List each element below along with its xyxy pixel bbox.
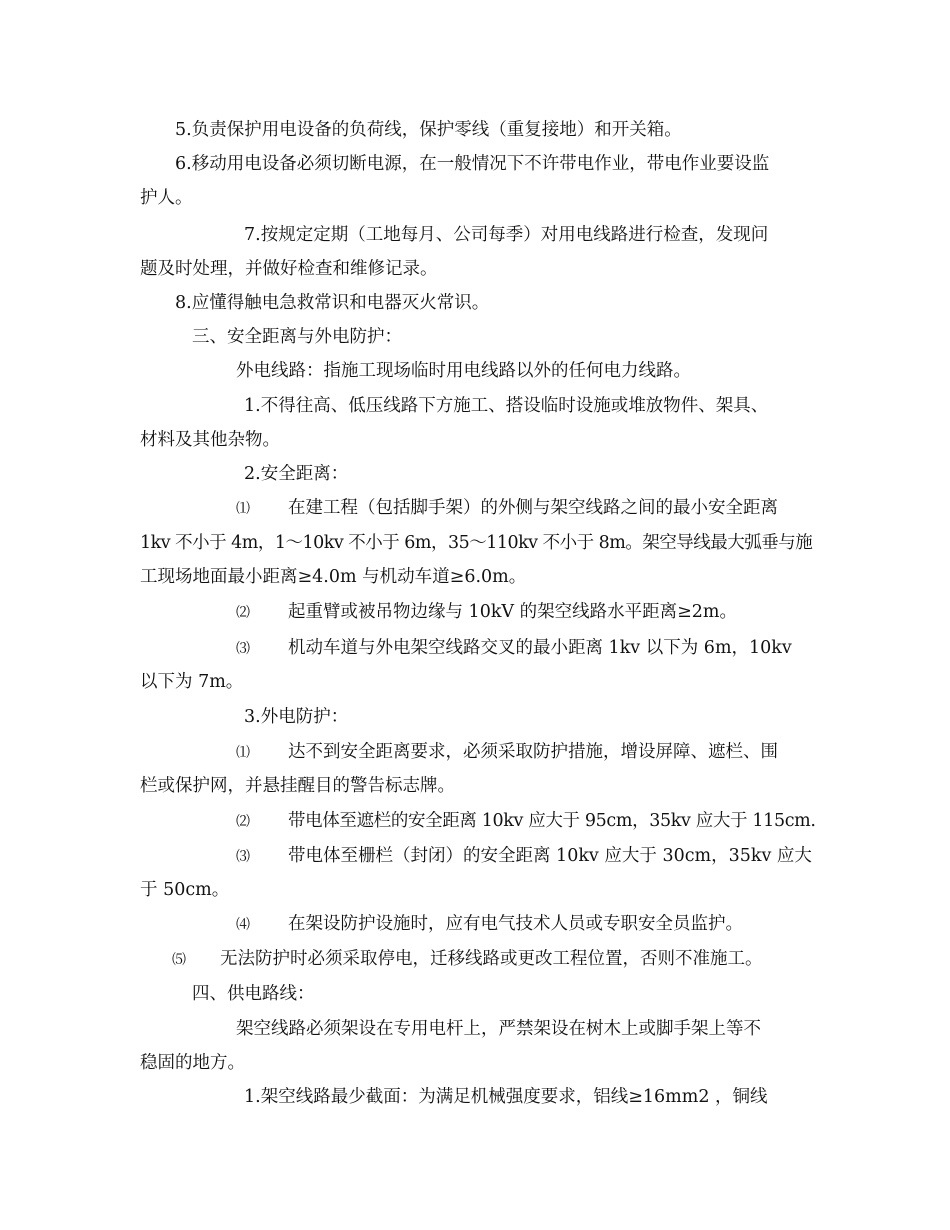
list-item	[172, 943, 763, 978]
list-item	[236, 492, 778, 527]
text-line: 题及时处理，并做好检查和维修记录。	[140, 259, 438, 279]
list-item	[236, 596, 737, 631]
list-item	[236, 840, 812, 875]
text-line: 1.架空线路最少截面：为满足机械强度要求，铝线≥16mm2 ，铜线	[244, 1087, 768, 1107]
text-line: 8.应懂得触电急救常识和电器灭火常识。	[175, 293, 490, 313]
text-line: 3.外电防护：	[244, 707, 349, 727]
text-line: 稳固的地方。	[140, 1053, 245, 1073]
item-number: ⑶	[236, 641, 250, 657]
item-number: ⑸	[172, 952, 186, 968]
text-line: 5.负责保护用电设备的负荷线，保护零线（重复接地）和开关箱。	[175, 120, 682, 140]
text-line: 7.按规定定期（工地每月、公司每季）对用电线路进行检查，发现问	[244, 225, 769, 245]
text-line: 材料及其他杂物。	[140, 430, 280, 450]
list-item	[236, 908, 743, 943]
text-line: 架空线路必须架设在专用电杆上，严禁架设在树木上或脚手架上等不	[236, 1019, 761, 1039]
text-line: 于 50cm。	[140, 880, 230, 900]
text-line: 护人。	[140, 188, 193, 208]
text-line: 栏或保护网，并悬挂醒目的警告标志牌。	[140, 776, 455, 796]
section-heading: 三、安全距离与外电防护：	[192, 327, 402, 347]
item-number: ⑴	[236, 501, 250, 517]
item-text: 达不到安全距离要求，必须采取防护措施，增设屏障、遮栏、围	[288, 742, 778, 762]
item-text: 带电体至遮栏的安全距离 10kv 应大于 95cm，35kv 应大于 115cm.	[288, 811, 816, 831]
list-item	[236, 805, 816, 840]
section-heading: 四、供电路线：	[192, 984, 315, 1004]
item-number: ⑴	[236, 745, 250, 761]
item-number: ⑵	[236, 605, 250, 621]
text-line: 6.移动用电设备必须切断电源，在一般情况下不许带电作业，带电作业要设监	[175, 154, 770, 174]
text-line: 工现场地面最小距离≥4.0m 与机动车道≥6.0m。	[140, 567, 527, 587]
item-text: 在建工程（包括脚手架）的外侧与架空线路之间的最小安全距离	[288, 498, 778, 518]
list-item	[236, 736, 778, 771]
item-text: 起重臂或被吊物边缘与 10kV 的架空线路水平距离≥2m。	[288, 602, 738, 622]
item-text: 在架设防护设施时，应有电气技术人员或专职安全员监护。	[288, 914, 743, 934]
text-line: 1.不得往高、低压线路下方施工、搭设临时设施或堆放物件、架具、	[244, 396, 769, 416]
item-text: 机动车道与外电架空线路交叉的最小距离 1kv 以下为 6m，10kv	[288, 638, 792, 658]
text-line: 以下为 7m。	[140, 672, 244, 692]
item-text: 无法防护时必须采取停电，迁移线路或更改工程位置，否则不准施工。	[220, 949, 763, 969]
text-line: 2.安全距离：	[244, 464, 349, 484]
item-text: 带电体至栅栏（封闭）的安全距离 10kv 应大于 30cm，35kv 应大	[288, 846, 812, 866]
text-line: 外电线路：指施工现场临时用电线路以外的任何电力线路。	[236, 361, 691, 381]
item-number: ⑶	[236, 849, 250, 865]
list-item	[236, 632, 792, 667]
item-number: ⑵	[236, 814, 250, 830]
item-number: ⑷	[236, 917, 250, 933]
text-line: 1kv 不小于 4m，1～10kv 不小于 6m，35～110kv 不小于 8m。架空导线最大弧垂与施	[140, 533, 813, 553]
